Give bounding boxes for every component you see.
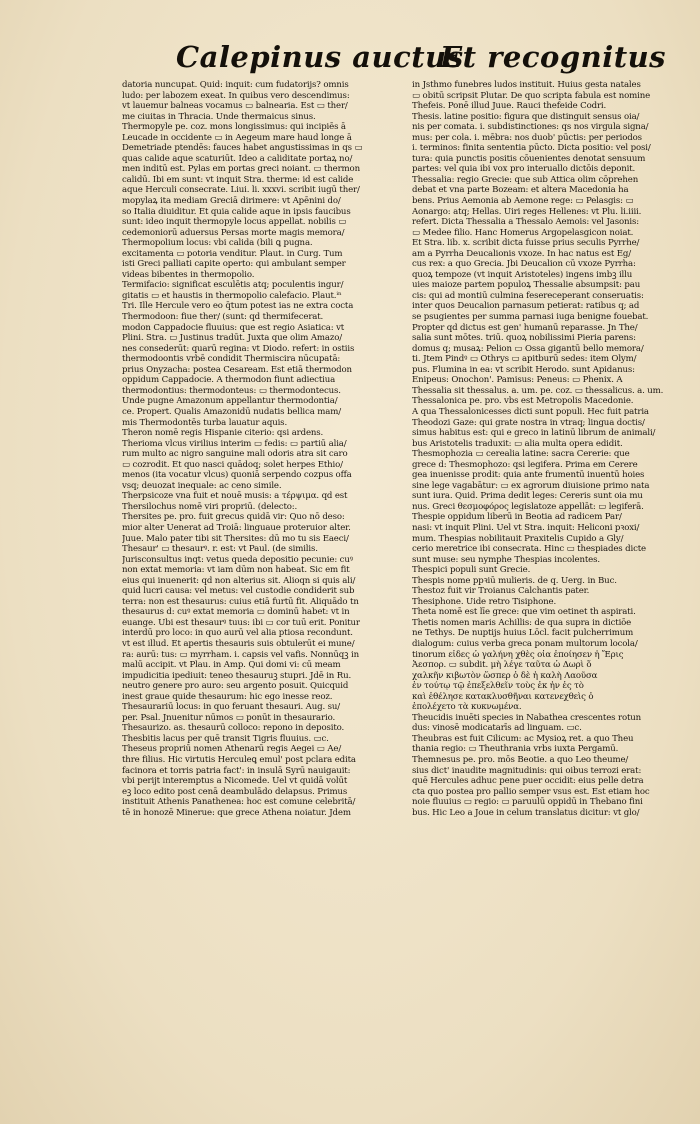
text-line: Thermodoon: fiue ther/ (sunt: qd thermifecerat. <box>122 312 324 323</box>
text-line: thania regio: ▭ Theuthrania vrbs iuxta Pergamū. <box>412 744 619 755</box>
text-line: bus Aristotelis traduxit: ▭ alia multa opera edidit. <box>412 438 623 449</box>
text-line: nasi: vt inquit Plini. Uel vt Stra. inquit: Heliconi pꝛoxi/ <box>412 522 640 533</box>
text-line: Thespie oppidum liberū in Beotia ad radicem Par/ <box>412 512 622 523</box>
text-line: vt lauemur balneas vocamus ▭ balnearia. Est ▭ ther/ <box>122 101 348 112</box>
text-line: gea inuenisse prodit: quia ante frumentū inuentū hoies <box>412 470 645 481</box>
text-line: Thesaurizo. as. thesaurū colloco: repono in deposito. <box>122 723 345 734</box>
text-line: thermodoontis vrbē condidit Thermiscira nūcupatā: <box>122 354 341 365</box>
running-title-right: Et recognitus <box>440 40 667 74</box>
text-line: neutro genere pro auro: seu argento posuit. Quicquid <box>122 681 349 692</box>
text-line: Unde pugne Amazonum appellantur thermodontia/ <box>122 396 338 407</box>
text-line: gitatis ▭ et haustis in thermopolio calefacio. Plaut.ⁱⁿ <box>122 290 342 301</box>
text-line: Aonargo: atq; Hellas. Uiri reges Hellenes: vt Plu. li.iiii. <box>412 206 642 217</box>
text-line: mopylaꝝ ita mediam Greciā dirimere: vt Apēnini do/ <box>122 196 341 207</box>
text-line: prius Onyzacha: postea Cesaream. Est etiā thermodon <box>122 364 352 375</box>
text-line: se psugientes per summa parnasi iuga benigne fouebat. <box>412 312 649 323</box>
text-line: calidū. Ibi em sunt: vt inquit Stra. therme: id est calide <box>122 174 354 185</box>
text-line: Thermopolium locus: vbi calida (bili ꝗ pugna. <box>122 238 313 249</box>
text-line: Leucade in occidente ▭ in Aegeum mare haud longe ā <box>122 132 352 143</box>
text-line: ce. Propert. Qualis Amazonidū nudatis bellica mam/ <box>122 406 341 417</box>
text-line: modon Cappadocie fluuius: que est regio Asiatica: vt <box>122 322 345 333</box>
text-line: sunt: ideo inquit thermopyle locus appellat. nobilis ▭ <box>122 217 347 228</box>
text-line: uies maioze partem populoꝝ Thessalie absumpsit: pau <box>412 280 641 291</box>
text-line: Thesbitis lacus per quē transit Tigris fluuius. ▭c. <box>122 733 329 744</box>
text-line: oppidum Cappadocie. A thermodon fiunt adiectiua <box>122 375 336 386</box>
text-line: ne Tethys. De nuptijs huius Lōcl. facit pulcherrimum <box>412 628 634 639</box>
text-line: noie fluuius ▭ regio: ▭ paruulū oppidū in Thebano fini <box>412 797 643 808</box>
text-line: Therpsicoze vna fuit et nouē musis: a τέρψιμα. qd est <box>122 491 348 502</box>
text-line: ἐπολέχετο τὰ κυκνωμένα. <box>412 702 522 713</box>
text-line: sunt muse: seu nymphe Thespias incolentes. <box>412 554 600 565</box>
text-line: mum. Thespias nobilitauit Praxitelis Cupido a Gly/ <box>412 533 624 544</box>
text-line: Thessalia sit thessalus. a. um. pe. coz. ▭ thessalicus. a. um. <box>412 385 664 396</box>
text-line: mus: per cola. i. mēbra: nos duob' pūctis: per periodos <box>412 132 642 143</box>
text-line: me ciuitas in Thracia. Unde thermaicus sinus. <box>122 111 316 122</box>
text-line: non extat memoria: vt iam dūm non habeat. Sic em fit <box>122 565 350 576</box>
text-line: Thersilochus nomē viri propriū. (delecto:. <box>122 501 298 512</box>
text-line: pus. Flumina in ea: vt scribit Herodo. sunt Apidanus: <box>412 364 635 375</box>
text-line: videas bibentes in thermopolio. <box>122 269 255 280</box>
text-line: Thesiphone. Uide retro Tisiphone. <box>412 596 557 607</box>
text-line: domus q; musaꝝ: Pelion ▭ Ossa gigantū bello memora/ <box>412 343 644 354</box>
text-line: Thetis nomen maris Achillis: de qua supra in dictiōe <box>412 617 632 628</box>
text-line: interdū pro loco: in quo aurū vel alia ptiosa recondunt. <box>122 628 353 639</box>
text-line: Thestoz fuit vir Troianus Calchantis pater. <box>412 586 590 597</box>
text-line: thesaurus d: cuꝰ extat memoria ▭ dominū habet: vt in <box>122 607 350 618</box>
text-line: in Jsthmo funebres ludos instituit. Huius gesta natales <box>412 80 641 90</box>
text-line: Termifacio: significat esculētis atq; poculentis ingur/ <box>122 280 344 291</box>
text-line: ludo: per labozem exeat. In quibus vero descendimus: <box>122 90 350 101</box>
text-line: Et Stra. lib. x. scribit dicta fuisse prius seculis Pyrrhe/ <box>412 238 640 249</box>
text-line: rum multo ac nigro sanguine mali odoris atra sit caro <box>122 449 348 460</box>
text-line: cerio meretrice ibi consecrata. Hinc ▭ thespiades dicte <box>412 544 646 555</box>
text-line: grece d: Thesmophozo: qsi legifera. Prima em Cerere <box>412 459 638 470</box>
text-line: so Italia diuiditur. Et quia calide aque in ipsis faucibus <box>122 206 351 217</box>
text-line: Thersites pe. pro. fuit grecus quidā vir: Quo nō deso: <box>122 512 345 523</box>
text-line: quid lucri causa: vel metus: vel custodie condiderit sub <box>122 586 355 597</box>
text-line: Thesis. latine positio: figura que distinguit sensus oia/ <box>412 111 640 122</box>
text-line: aque Herculi consecrate. Liui. li. xxxvi. scribit iugū ther/ <box>122 185 360 196</box>
text-line: Propter qd dictus est gen' humanū reparasse. Jn The/ <box>412 322 638 333</box>
text-line: isti Greci palliati capite operto: qui ambulant semper <box>122 259 346 270</box>
text-line: Theseus propriū nomen Athenarū regis Aegei ▭ Ae/ <box>122 744 342 755</box>
text-line: sunt iura. Quid. Prima dedit leges: Cereris sunt oia mu <box>412 491 643 502</box>
text-line: men inditū est. Pylas em portas greci noiant. ▭ thermon <box>122 164 360 175</box>
text-line: vbi perijt interemptus a Nicomede. Uel vt quidā volūt <box>122 776 348 787</box>
text-line: tē in honozē Minerue: que grece Athena noiatur. Jdem <box>122 807 351 818</box>
text-line: malū accipit. vt Plau. in Amp. Qui domi vi: cū meam <box>122 660 341 671</box>
text-line: Plini. Stra. ▭ Justinus tradūt. Juxta que olim Amazo/ <box>122 333 343 344</box>
text-line: vt est illud. Et apertis thesauris suis obtulerūt ei mune/ <box>122 638 355 649</box>
text-line: χαλκῆν κιβωτὸν ὥσπερ ὁ δὲ ἡ καλὴ Λαοῦσα <box>412 670 598 681</box>
text-line: thermodontius: thermodonteus: ▭ thermodontecus. <box>122 385 341 396</box>
text-line: Juue. Malo pater tibi sit Thersites: dū mo tu sis Eaeci/ <box>122 533 349 544</box>
text-line: Thesmophozia ▭ cerealia latine: sacra Cererie: que <box>412 449 630 460</box>
text-line: Theubras est fuit Cilicum: ac Mysioꝝ ret. a quo Theu <box>412 733 634 744</box>
text-line: bus. Hic Leo a Joue in celum translatus dicitur: vt glo/ <box>412 807 640 818</box>
text-line: ἐν τούτῳ τῷ ἐπεξελθεῖν τοὺς ἐκ ἦν ἐς τὸ <box>412 681 584 692</box>
text-line: partes: vel quia ibi vox pro interuallo dictōis deponit. <box>412 164 636 175</box>
text-line: Thessalia: regio Grecie: que sub Attica olim cōprehen <box>412 174 639 185</box>
text-line: Thessalonica pe. pro. vbs est Metropolis Macedonie. <box>412 396 634 407</box>
text-line: cus rex: a quo Grecia. Jbi Deucalion cū vxoze Pyrrha: <box>412 259 636 270</box>
text-line: Thespis nome ppꝛiū mulieris. de q. Uerg. in Buc. <box>412 575 617 586</box>
text-line: salia sunt mōtes. triū. quoꝝ nobilissimi Pieria parens: <box>412 333 636 344</box>
text-line: menos (ita vocatur vlcus) quoniā serpendo cozpus offa <box>122 470 352 481</box>
text-line: eꝫ loco edito post cenā deambulādo delapsus. Primus <box>122 786 348 797</box>
text-line: ▭ Medee filio. Hanc Homerus Argopelasgicon noiat. <box>412 227 634 238</box>
text-line: sine lege vagabātur: ▭ ex agrorum diuisione primo nata <box>412 480 650 491</box>
text-line: facinora et torris patria fact': in insulā Syrū nauigauit: <box>122 765 351 776</box>
text-line: Thefeis. Ponē illud Juue. Rauci thefeide Codri. <box>412 101 607 112</box>
text-line: cis: qui ad montiū culmina fesereceperant conseruatis: <box>412 290 644 301</box>
text-line: dialogum: cuius verba greca ponam multorum locola/ <box>412 638 638 649</box>
left-text-column <box>122 80 398 818</box>
text-line: inter quos Deucalion parnasum petierat: ratibus q; ad <box>412 301 640 312</box>
text-line: bens. Prius Aemonia ab Aemone rege: ▭ Pelasgis: ▭ <box>412 196 634 207</box>
text-line: ▭ obitū scripsit Plutar. De quo scripta fabula est nomine <box>412 90 651 101</box>
text-line: nis per comata. i. subdistinctiones: qs nos virgula signa/ <box>412 122 649 133</box>
text-line: thre filius. Hic virtutis Herculeꝗ emul' post pclara edita <box>122 755 356 765</box>
text-line: simus habitus est: qui e greco in latinū librum de animali/ <box>412 428 656 439</box>
text-line: vsq; deuozat inequale: ac ceno simile. <box>122 480 282 491</box>
text-line: quas calide aque scaturiūt. Ideo a caliditate portaꝝ no/ <box>122 153 353 164</box>
text-line: Theta nomē est līe grece: que vim oetinet th aspirati. <box>412 607 636 618</box>
text-line: Theucidis inuēti species in Nabathea crescentes rotun <box>412 712 642 723</box>
right-text-column <box>412 80 692 818</box>
text-line: debat et vna parte Bozeam: et altera Macedonia ha <box>412 185 629 196</box>
text-line: euange. Ubi est thesaurꝰ tuus: ibi ▭ cor tuū erit. Ponitur <box>122 617 360 628</box>
text-line: Enipeus: Onochon'. Pamisus: Peneus: ▭ Phenix. A <box>412 375 623 386</box>
text-line: ra: aurū: tus: ▭ myrrham. i. capsis vel vafis. Nonnūqꝫ in <box>122 649 359 660</box>
text-line: am a Pyrrha Deucalionis vxoze. In hac natus est Eg/ <box>412 248 631 259</box>
text-line: ▭ cozrodit. Et quo nasci quādoq; solet herpes Ethio/ <box>122 459 343 470</box>
text-line: tura: quia punctis positis cōuenientes denotat sensuum <box>412 153 646 164</box>
text-line: i. terminos: finita sententia pūcto. Dicta positio: vel posi/ <box>412 143 651 154</box>
text-line: inest graue quide thesaurum: hic ego inesse reoz. <box>122 691 333 702</box>
text-line: Demetriade ptendēs: fauces habet angustissimas in qs ▭ <box>122 143 363 154</box>
text-line: Themnesus pe. pro. mōs Beotie. a quo Leo theume/ <box>412 755 629 765</box>
text-line: impudicitia ipediuit: teneo thesauruꝫ stupri. Jdē in Ru. <box>122 670 352 681</box>
text-line: quoꝝ tempoze (vt inquit Aristoteles) ingens imbꝫ illu <box>412 269 633 280</box>
text-line: Theron nomē regis Hispanie citerio: qsi ardens. <box>122 428 324 439</box>
running-title-left: Calepinus auctus <box>176 40 464 74</box>
text-line: mis Thermodontēs turba lauatur aquis. <box>122 417 288 428</box>
text-line: Jurisconsultus inqt: vetus queda depositio pecunie: cuꝰ <box>122 554 353 565</box>
text-line: καὶ ἐθέλησε κατακλυσθῆναι κατενεχθεὶς ὁ <box>412 691 594 702</box>
text-line: sius dict' inaudite magnitudinis: qui oibus terrozi erat: <box>412 765 642 776</box>
text-line: datoria nuncupat. Quid: inquit: cum fudatorijs? omnis <box>122 80 349 90</box>
text-line: nus. Greci θεσμοφόρος legislatoze appellāt: ▭ legiferā. <box>412 501 644 512</box>
text-line: A qua Thessalonicesses dicti sunt populi. Hec fuit patria <box>412 406 649 417</box>
text-line: refert. Dicta Thessalia a Thessalo Aemois: vel Jasonis: <box>412 217 640 228</box>
text-line: Tri. Ille Hercule vero eo q̄tum potest ias ne extra cocta <box>122 301 354 312</box>
text-line: quē Hercules adhuc pene puer occidit: eius pelle detra <box>412 776 644 787</box>
text-line: cta quo postea pro pallio semper vsus est. Est etiam hoc <box>412 786 650 797</box>
text-line: Thespici populi sunt Grecie. <box>412 565 531 576</box>
text-line: Thesaur' ▭ thesaurꝰ. r. est: vt Paul. (de similis. <box>122 544 318 555</box>
text-line: terra: non est thesaurus: cuius etiā furtū fit. Aliquādo tn <box>122 596 359 607</box>
text-line: eius qui inuenerit: qd non alterius sit. Alioqn si quis ali/ <box>122 575 356 586</box>
text-line: Ἀεσπορ. ▭ subdit. μὴ λέγε ταῦτα ὦ Δωρὶ ὅ <box>412 660 592 671</box>
text-line: Thesaurariū locus: in quo feruant thesauri. Aug. su/ <box>122 702 341 713</box>
text-line: ti. Jtem Pindꝰ ▭ Othrys ▭ apitburū sedes: item Olym/ <box>412 354 637 365</box>
text-line: dus: vinosē modicatarīs ad linguam. ▭c. <box>412 723 582 734</box>
text-line: Theodozi Gaze: qui grate nostra in vtraq; lingua doctis/ <box>412 417 645 428</box>
text-line: Thermopyle pe. coz. mons longissimus: qui incipiēs ā <box>122 122 346 133</box>
text-line: tinorum εἶδες ὦ γαλήνη χθὲς οἷα ἐποίησεν ἡ Ἔρις <box>412 649 624 660</box>
text-line: instituit Athenis Panathenea: hoc est comune celebritā/ <box>122 797 356 808</box>
text-line: cedemoniorū aduersus Persas morte magis memora/ <box>122 227 345 238</box>
text-line: per. Psal. Jnuenitur nūmos ▭ ponūt in thesaurario. <box>122 712 336 723</box>
text-line: Therioma vlcus virilius interim ▭ fedis: ▭ partiū alia/ <box>122 438 347 449</box>
text-line: nes consederūt: quarū regina: vt Diodo. refert: in ostiis <box>122 343 355 354</box>
text-line: excitamenta ▭ potoria venditur. Plaut. in Curg. Tum <box>122 248 343 259</box>
text-line: mior alter Uenerat ad Troiā: linguaue proteruior alter. <box>122 522 351 533</box>
